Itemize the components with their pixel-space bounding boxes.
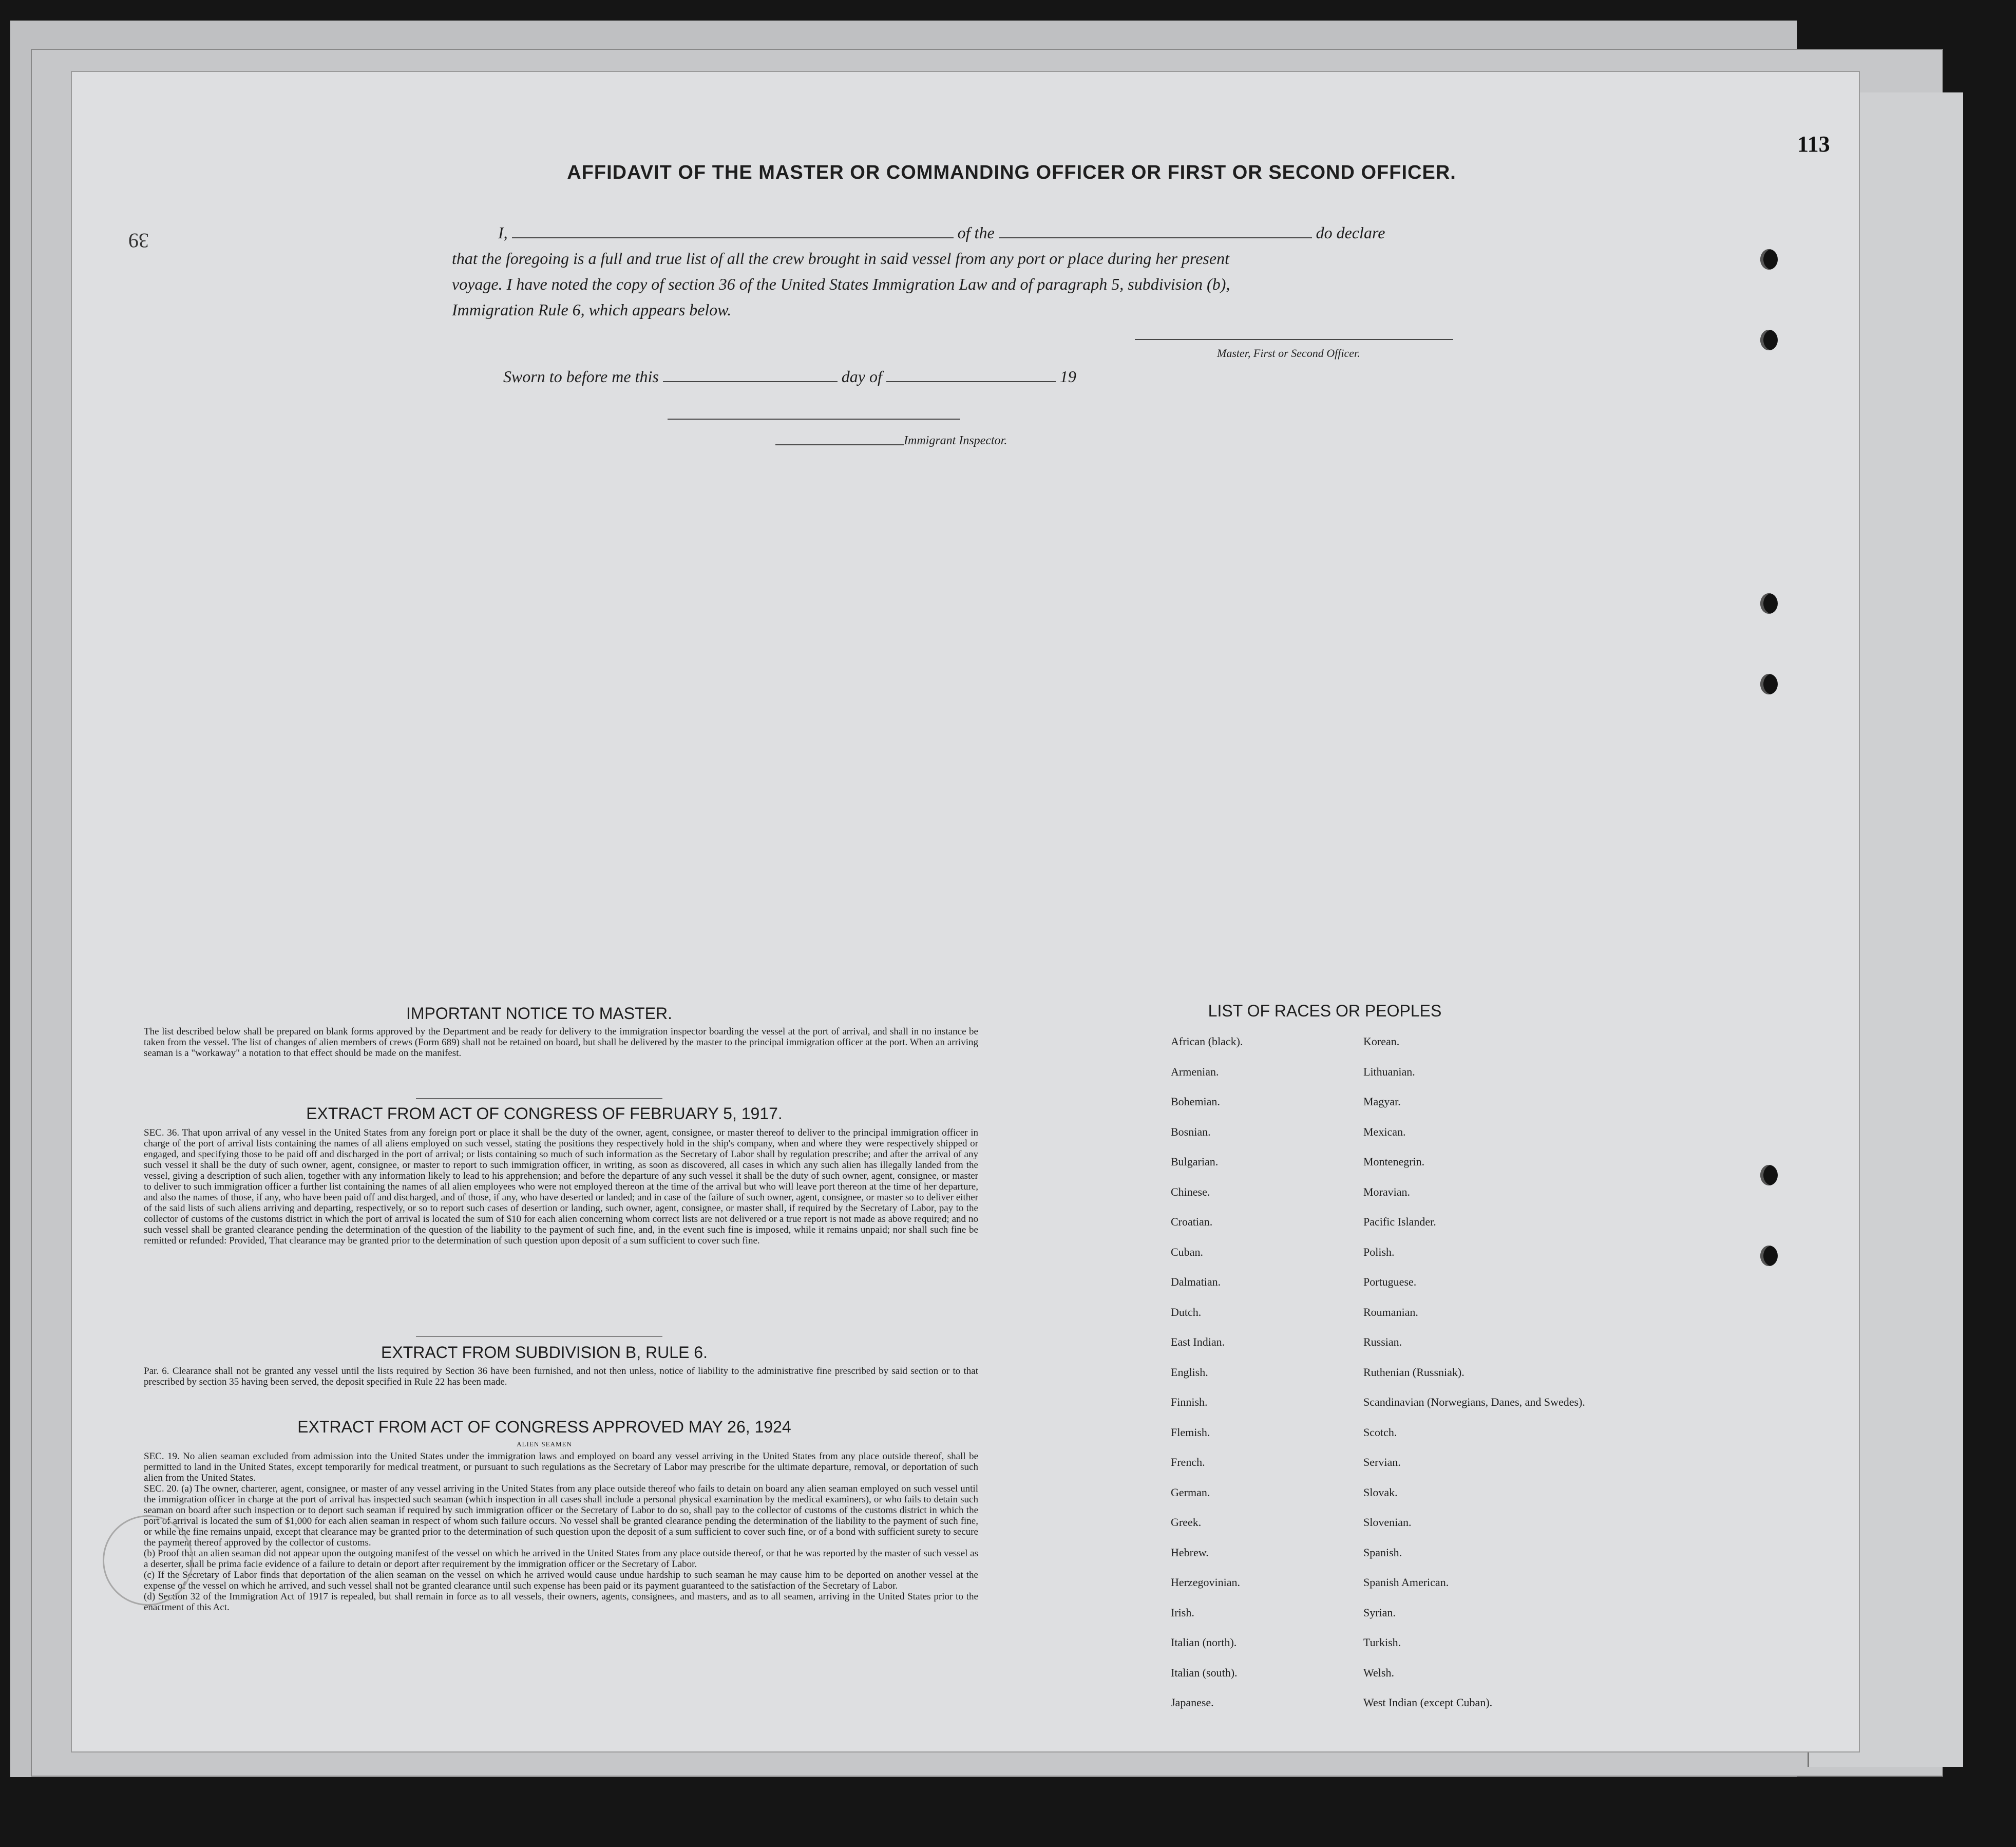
race-entry: Bulgarian. (1171, 1155, 1219, 1168)
race-entry: Hebrew. (1171, 1546, 1209, 1559)
act-1917-text: SEC. 36. That upon arrival of any vessel in the United States from any foreign port or place it shall be the duty of the owner, agent, consignee, or master thereof to deliver to the principal immigration officer in charge of the port of arrival lists containing the names of all aliens employed on such vessel, stating the positions they respectively hold in the ship's company, when and where they were respectively shipped or engaged, and specifying those to be paid off and discharged in the port of arrival; or lists containing so much of such information as the Secretary of Labor shall by regulation prescribe; and after the arrival of any such vessel it shall be the duty of such owner, agent, consignee, or master to report to such immigration officer, in writing, as soon as discovered, all cases in which any such alien has illegally landed from the vessel, giving a description of such alien, together with any information likely to lead to his apprehension; and before the departure of any such vessel it shall be the duty of such owner, agent, consignee, or master to deliver to such immigration officer a further list containing the names of all alien employees who were not employed thereon at the time of the arrival but who will leave port thereon at the time of her departure, and also the names of those, if any, who have been paid off and discharged, and of those, if any, who have deserted or landed; and in case of the failure of such owner, agent, consignee, or master so to deliver either of the said lists of such aliens arriving and departing, respectively, or so to report such cases of desertion or landing, such owner, agent, consignee, or master shall, if required by the Secretary of Labor, pay to the collector of customs of the customs district in which the port of arrival is located the sum of $10 for each alien concerning whom correct lists are not delivered or a true report is not made as above required; and no such vessel shall be granted clearance pending the determination of the question of the liability to the payment of such fine, and, in the event such fine is imposed, while it remains unpaid; nor shall such fine be remitted or refunded: Provided, That clearance may be granted prior to the determination of such question upon deposit of a sum sufficient to cover such fine. (144, 1127, 978, 1246)
section-divider (416, 1098, 662, 1099)
act-1924-text (144, 1451, 978, 1613)
race-entry: Scandinavian (Norwegians, Danes, and Swedes). (1363, 1396, 1585, 1408)
race-entry: Croatian. (1171, 1215, 1213, 1228)
act-1917-title: EXTRACT FROM ACT OF CONGRESS OF FEBRUARY 5, 1917. (306, 1104, 783, 1123)
race-entry: West Indian (except Cuban). (1363, 1696, 1493, 1709)
race-entry: Italian (north). (1171, 1636, 1237, 1649)
race-row (1171, 1125, 1659, 1156)
manifest-page (72, 72, 1859, 1751)
immigrant-inspector-label: Immigrant Inspector. (904, 434, 1007, 447)
act-1924-sec20b: (b) Proof that an alien seaman did not appear upon the outgoing manifest of the vessel on which he arrived in the United States from any place outside thereof, or that he was reported by the master of such vessel as a deserter, shall be prima facie evidence of a failure to detain or deport after requirement by the immigration officer or the Secretary of Labor. (144, 1548, 978, 1570)
rule6-text: Par. 6. Clearance shall not be granted any vessel until the lists required by Section 36 have been furnished, and not then unless, notice of liability to the administrative fine prescribed by said section or to that prescribed by section 35 having been served, the deposit specified in Rule 22 has been made. (144, 1366, 978, 1387)
important-notice-text: The list described below shall be prepared on blank forms approved by the Department and be ready for delivery to the immigration inspector boarding the vessel at the port of arrival, and shall in no instance be taken from the vessel. The list of changes of alien members of crews (Form 689) shall not be retained on board, but shall be delivered by the master to the principal immigration officer at the port. When an arriving seaman is a "workaway" a notation to that effect should be made on the manifest. (144, 1026, 978, 1059)
binder-hole (1760, 330, 1778, 350)
page-number: 113 (1797, 131, 1830, 157)
race-entry: Chinese. (1171, 1185, 1210, 1198)
act-1924-sec20c: (c) If the Secretary of Labor finds that deportation of the alien seaman on the vessel on which he arrived would cause undue hardship to such seaman he may cause him to be deported on another vessel at the expense of the vessel on which he arrived, and such vessel shall not be granted clearance until such expense has been paid or its payment guaranteed to the satisfaction of the Secretary of Labor. (144, 1570, 978, 1591)
race-entry: Japanese. (1171, 1696, 1214, 1709)
race-entry: German. (1171, 1485, 1210, 1499)
race-entry: Irish. (1171, 1606, 1194, 1619)
race-row (1171, 1666, 1659, 1697)
race-entry: Flemish. (1171, 1425, 1210, 1439)
race-entry: Welsh. (1363, 1666, 1394, 1679)
race-entry: Roumanian. (1363, 1305, 1418, 1318)
binder-hole (1760, 1165, 1778, 1185)
affidavit-title: AFFIDAVIT OF THE MASTER OR COMMANDING OFFICER OR FIRST OR SECOND OFFICER. (567, 162, 1456, 183)
master-signature-line (1135, 339, 1453, 340)
race-row (1171, 1095, 1659, 1125)
race-row (1171, 1636, 1659, 1666)
race-entry: Lithuanian. (1363, 1065, 1415, 1078)
race-row (1171, 1546, 1659, 1576)
race-entry: English. (1171, 1365, 1208, 1379)
race-row (1171, 1516, 1659, 1546)
race-row (1171, 1396, 1659, 1426)
race-entry: Turkish. (1363, 1636, 1401, 1649)
race-row (1171, 1366, 1659, 1396)
race-entry: Italian (south). (1171, 1666, 1238, 1679)
race-entry: Bohemian. (1171, 1095, 1220, 1108)
alien-seamen-subheader: ALIEN SEAMEN (517, 1440, 572, 1448)
inspector-signature-line-2 (775, 444, 904, 445)
race-entry: Servian. (1363, 1456, 1401, 1468)
binder-hole (1760, 593, 1778, 614)
race-row (1171, 1065, 1659, 1096)
master-signature-label: Master, First or Second Officer. (1217, 347, 1360, 360)
race-row (1171, 1456, 1659, 1486)
race-entry: Spanish American. (1363, 1576, 1449, 1589)
important-notice-title: IMPORTANT NOTICE TO MASTER. (406, 1004, 672, 1023)
race-entry: French. (1171, 1456, 1205, 1468)
act-1924-sec20a: SEC. 20. (a) The owner, charterer, agent, consignee, or master of any vessel arriving in the United States from any place outside thereof who fails to detain on board any alien seaman employed on such vessel until the immigration officer in charge at the port of arrival has inspected such seaman (which inspection in all cases shall include a personal physical examination by the medical examiners), or who fails to detain such seaman on board after such inspection or to deport such seaman if required by such immigration officer or the Secretary of Labor to do so, shall pay to the collector of customs of the customs district in which the port of arrival is located the sum of $1,000 for each alien seaman in respect of whom such failure occurs. No vessel shall be granted clearance pending the determination of the liability to the payment of such fine, or while the fine remains unpaid, except that clearance may be granted prior to the determination of such question upon the deposit of a sum sufficient to cover such fine, or of a bond with sufficient surety to secure the payment thereof approved by the collector of customs. (144, 1483, 978, 1548)
race-row (1171, 1576, 1659, 1606)
inspector-signature-line-1 (668, 419, 960, 420)
affidavit-text-line-4: Immigration Rule 6, which appears below. (452, 300, 732, 319)
act-1924-title: EXTRACT FROM ACT OF CONGRESS APPROVED MAY 26, 1924 (297, 1418, 791, 1436)
affidavit-text-line-2: that the foregoing is a full and true list of all the crew brought in said vessel from any port or place during her present (452, 249, 1229, 268)
act-1924-sec19: SEC. 19. No alien seaman excluded from admission into the United States under the immigration laws and employed on board any vessel arriving in the United States from any place outside thereof, shall be permitted to land in the United States, except temporarily for medical treatment, or pursuant to such regulations as the Secretary of Labor may prescribe for the ultimate departure, removal, or deportation of such alien from the United States. (144, 1451, 978, 1483)
race-entry: Bosnian. (1171, 1125, 1211, 1138)
race-entry: Pacific Islander. (1363, 1215, 1436, 1228)
race-entry: Korean. (1363, 1035, 1400, 1048)
race-entry: Ruthenian (Russniak). (1363, 1365, 1465, 1379)
section-divider (416, 1336, 662, 1337)
race-entry: Mexican. (1363, 1125, 1406, 1138)
race-row (1171, 1035, 1659, 1065)
races-list-title: LIST OF RACES OR PEOPLES (1208, 1002, 1442, 1020)
act-1924-sec20d: (d) Section 32 of the Immigration Act of 1917 is repealed, but shall remain in force as to all vessels, their owners, agents, consignees, and masters, and as to all seamen, arriving in the United States prior to the enactment of this Act. (144, 1591, 978, 1613)
race-entry: Armenian. (1171, 1065, 1219, 1078)
race-entry: Dalmatian. (1171, 1275, 1221, 1288)
affidavit-declaration-line: I, of the do declare (498, 223, 1385, 242)
race-entry: Slovak. (1363, 1485, 1398, 1499)
race-entry: Greek. (1171, 1516, 1202, 1529)
race-row (1171, 1215, 1659, 1246)
race-entry: Herzegovinian. (1171, 1576, 1240, 1589)
affidavit-text-line-3: voyage. I have noted the copy of section 36 of the United States Immigration Law and of paragraph 5, subdivision (b), (452, 275, 1230, 293)
race-row (1171, 1606, 1659, 1636)
binder-hole (1760, 1246, 1778, 1266)
race-entry: Magyar. (1363, 1095, 1401, 1108)
race-row (1171, 1246, 1659, 1276)
binder-hole (1760, 674, 1778, 694)
rule6-title: EXTRACT FROM SUBDIVISION B, RULE 6. (381, 1343, 708, 1362)
race-row (1171, 1696, 1659, 1726)
race-row (1171, 1275, 1659, 1306)
race-entry: Portuguese. (1363, 1275, 1417, 1288)
race-entry: Syrian. (1363, 1606, 1396, 1619)
race-entry: Scotch. (1363, 1425, 1397, 1439)
race-entry: Montenegrin. (1363, 1155, 1425, 1168)
race-entry: East Indian. (1171, 1335, 1225, 1348)
side-page-number: 39 (128, 229, 149, 252)
race-entry: Spanish. (1363, 1546, 1402, 1559)
race-entry: Moravian. (1363, 1185, 1411, 1198)
race-entry: Dutch. (1171, 1305, 1202, 1318)
race-entry: Slovenian. (1363, 1516, 1412, 1529)
race-row (1171, 1335, 1659, 1366)
race-row (1171, 1185, 1659, 1216)
race-row (1171, 1426, 1659, 1456)
race-entry: Russian. (1363, 1335, 1402, 1348)
race-entry: African (black). (1171, 1035, 1243, 1048)
race-entry: Polish. (1363, 1245, 1395, 1258)
race-entry: Finnish. (1171, 1396, 1208, 1408)
race-row (1171, 1486, 1659, 1516)
race-entry: Cuban. (1171, 1245, 1203, 1258)
race-row (1171, 1306, 1659, 1336)
races-list (1171, 1035, 1659, 1726)
faint-stamp (103, 1515, 193, 1606)
race-row (1171, 1155, 1659, 1185)
sworn-line: Sworn to before me this day of 19 (503, 367, 1076, 386)
binder-hole (1760, 249, 1778, 270)
